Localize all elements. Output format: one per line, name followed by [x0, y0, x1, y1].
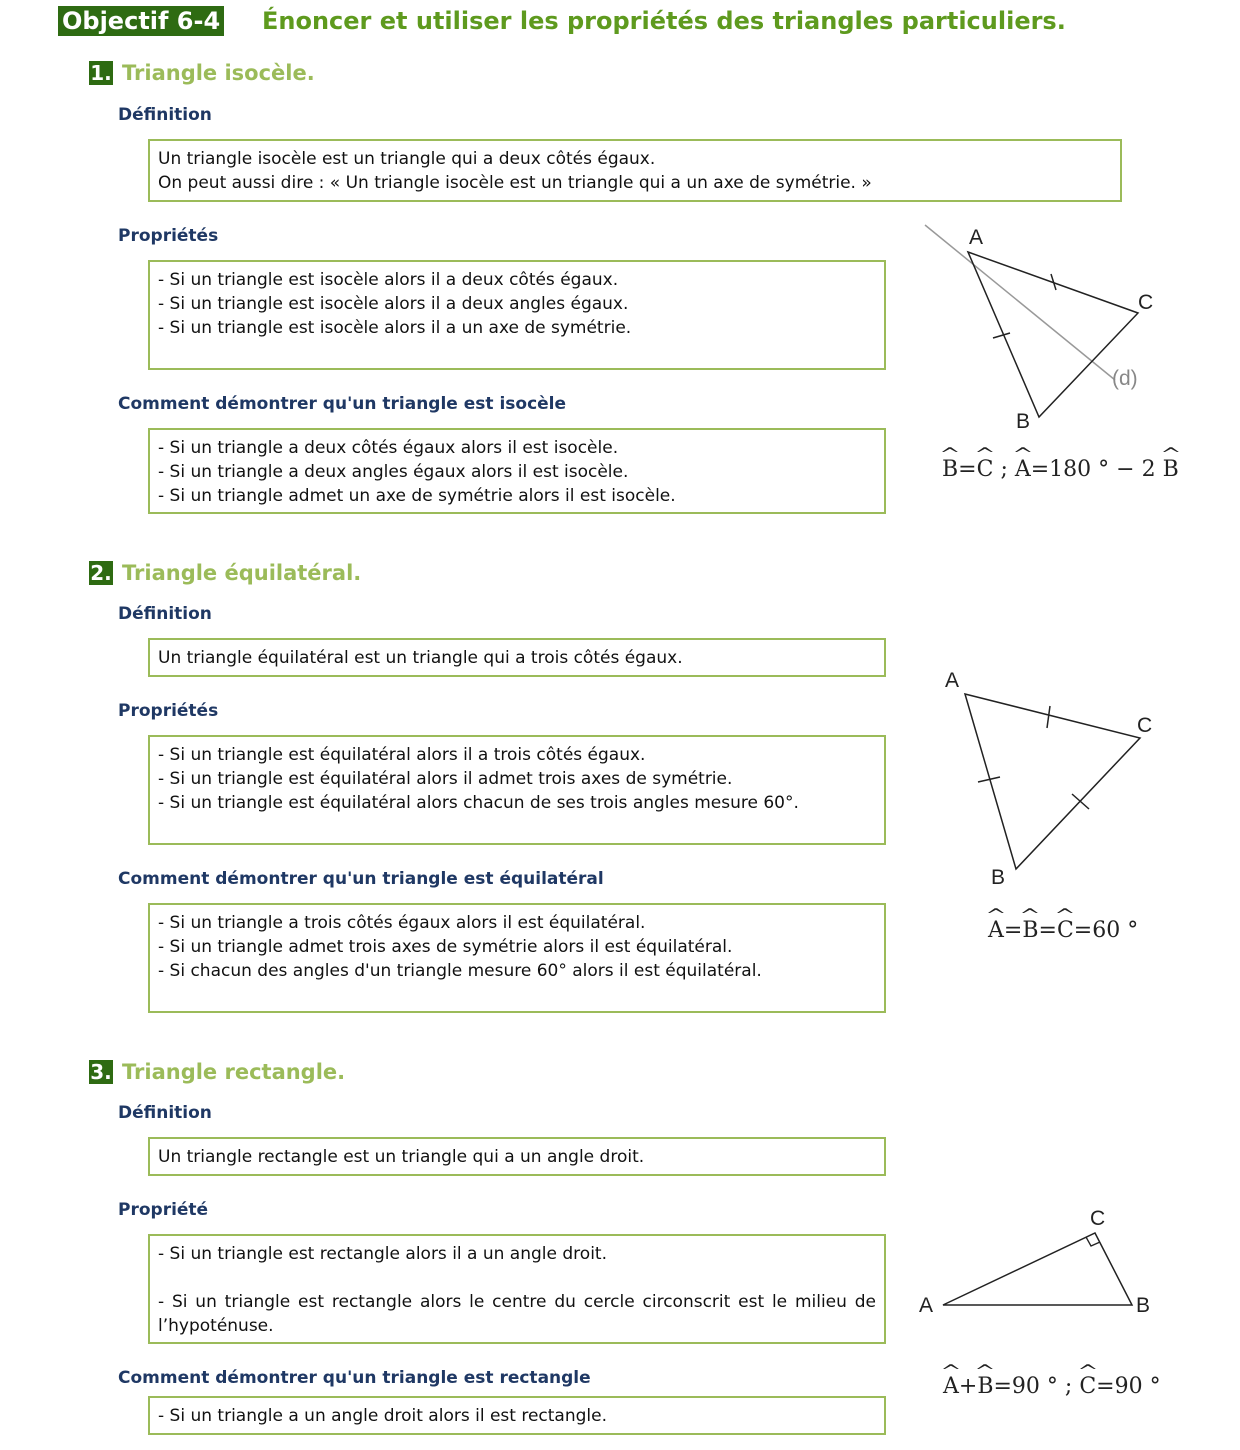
tick-mark [993, 333, 1010, 338]
proof-heading: Comment démontrer qu'un triangle est rectangle [118, 1368, 591, 1388]
vertex-label-a: A [945, 669, 960, 692]
property-line: - Si un triangle est isocèle alors il a deux angles égaux. [158, 294, 629, 314]
properties-heading: Propriétés [118, 226, 219, 246]
proof-line: - Si un triangle a trois côtés égaux alors il est équilatéral. [158, 913, 646, 933]
angle-b: ^ B [1022, 918, 1038, 943]
formula-symbol: ; [993, 457, 1015, 482]
angle-c: ^ C [977, 457, 994, 482]
triangle-shape [943, 1233, 1132, 1305]
section-title: Triangle rectangle. [122, 1060, 346, 1084]
proof-line: - Si un triangle a deux angles égaux alors il est isocèle. [158, 462, 629, 482]
right-triangle-figure [910, 1200, 1170, 1325]
properties-heading: Propriétés [118, 701, 219, 721]
formula-symbol: =60 ° [1073, 918, 1139, 943]
formula-symbol: = [1038, 918, 1057, 943]
vertex-label-c: C [1137, 714, 1153, 737]
angle-b: ^ B [1163, 457, 1179, 482]
property-line: - Si un triangle est équilatéral alors il admet trois axes de symétrie. [158, 769, 733, 789]
definition-line: Un triangle équilatéral est un triangle qui a trois côtés égaux. [158, 648, 683, 668]
angle-a: ^ A [943, 1374, 959, 1399]
definition-heading: Définition [118, 1103, 212, 1123]
formula-symbol: =90 ° [1096, 1374, 1161, 1399]
equilateral-formula [988, 918, 1138, 943]
section-number: 2. [90, 561, 112, 585]
equilateral-triangle-figure [930, 660, 1170, 895]
section-title: Triangle équilatéral. [122, 561, 362, 585]
proof-box [148, 428, 886, 514]
triangle-shape [965, 694, 1140, 869]
vertex-label-b: B [991, 866, 1006, 889]
property-line: - Si un triangle est isocèle alors il a deux côtés égaux. [158, 270, 619, 290]
proof-line: - Si chacun des angles d'un triangle mesure 60° alors il est équilatéral. [158, 961, 762, 981]
proof-line: - Si un triangle a deux côtés égaux alors il est isocèle. [158, 438, 619, 458]
formula-symbol: ; [1057, 1374, 1080, 1399]
definition-box [148, 139, 1122, 202]
section-number: 3. [90, 1060, 112, 1084]
vertex-label-c: C [1090, 1207, 1106, 1230]
proof-heading: Comment démontrer qu'un triangle est équilatéral [118, 869, 604, 889]
angle-c: ^ C [1079, 1374, 1096, 1399]
properties-box [148, 735, 886, 845]
objective-badge: Objectif 6-4 [58, 6, 224, 36]
formula-symbol: =90 ° [993, 1374, 1058, 1399]
proof-box [148, 903, 886, 1013]
proof-line: - Si un triangle admet trois axes de symétrie alors il est équilatéral. [158, 937, 733, 957]
property-line: - Si un triangle est rectangle alors il a un angle droit. [158, 1244, 607, 1264]
properties-box [148, 260, 886, 370]
page-title: Énoncer et utiliser les propriétés des triangles particuliers. [262, 7, 1066, 35]
properties-heading: Propriété [118, 1200, 209, 1220]
property-line: - Si un triangle est équilatéral alors chacun de ses trois angles mesure 60°. [158, 793, 799, 813]
proof-heading: Comment démontrer qu'un triangle est isocèle [118, 394, 567, 414]
formula-symbol: = [958, 457, 977, 482]
axis-label-d: (d) [1112, 367, 1138, 390]
angle-b: ^ B [977, 1374, 993, 1399]
section-title: Triangle isocèle. [122, 61, 315, 85]
proof-line: - Si un triangle admet un axe de symétrie alors il est isocèle. [158, 486, 676, 506]
property-line: - Si un triangle est isocèle alors il a un axe de symétrie. [158, 318, 632, 338]
angle-b: ^ B [942, 457, 958, 482]
angle-c: ^ C [1057, 918, 1074, 943]
formula-symbol: =180 ° − 2 [1030, 457, 1163, 482]
right-triangle-formula [943, 1374, 1161, 1399]
angle-a: ^ A [1015, 457, 1031, 482]
definition-heading: Définition [118, 105, 212, 125]
vertex-label-a: A [969, 226, 984, 249]
symmetry-axis-line [925, 225, 1115, 380]
definition-line: Un triangle rectangle est un triangle qui a un angle droit. [158, 1147, 645, 1167]
vertex-label-a: A [919, 1294, 934, 1317]
definition-box [148, 1137, 886, 1176]
triangle-shape [968, 252, 1138, 417]
properties-box [148, 1234, 886, 1344]
vertex-label-c: C [1138, 291, 1154, 314]
formula-symbol: + [958, 1374, 978, 1399]
proof-line: - Si un triangle a un angle droit alors il est rectangle. [158, 1406, 607, 1426]
section-number: 1. [90, 61, 112, 85]
angle-a: ^ A [988, 918, 1004, 943]
tick-mark [1047, 706, 1050, 728]
definition-box [148, 638, 886, 677]
property-line: - Si un triangle est équilatéral alors il a trois côtés égaux. [158, 745, 646, 765]
vertex-label-b: B [1136, 1294, 1151, 1317]
definition-line: Un triangle isocèle est un triangle qui a deux côtés égaux. [158, 149, 656, 169]
definition-line: On peut aussi dire : « Un triangle isocèle est un triangle qui a un axe de symétrie. » [158, 173, 872, 193]
isosceles-triangle-figure [915, 215, 1175, 440]
proof-box [148, 1396, 886, 1435]
vertex-label-b: B [1016, 410, 1031, 433]
formula-symbol: = [1003, 918, 1023, 943]
isosceles-formula [942, 457, 1179, 482]
definition-heading: Définition [118, 604, 212, 624]
property-line: - Si un triangle est rectangle alors le centre du cercle circonscrit est le milieu de l’hypoténuse. [158, 1292, 882, 1336]
